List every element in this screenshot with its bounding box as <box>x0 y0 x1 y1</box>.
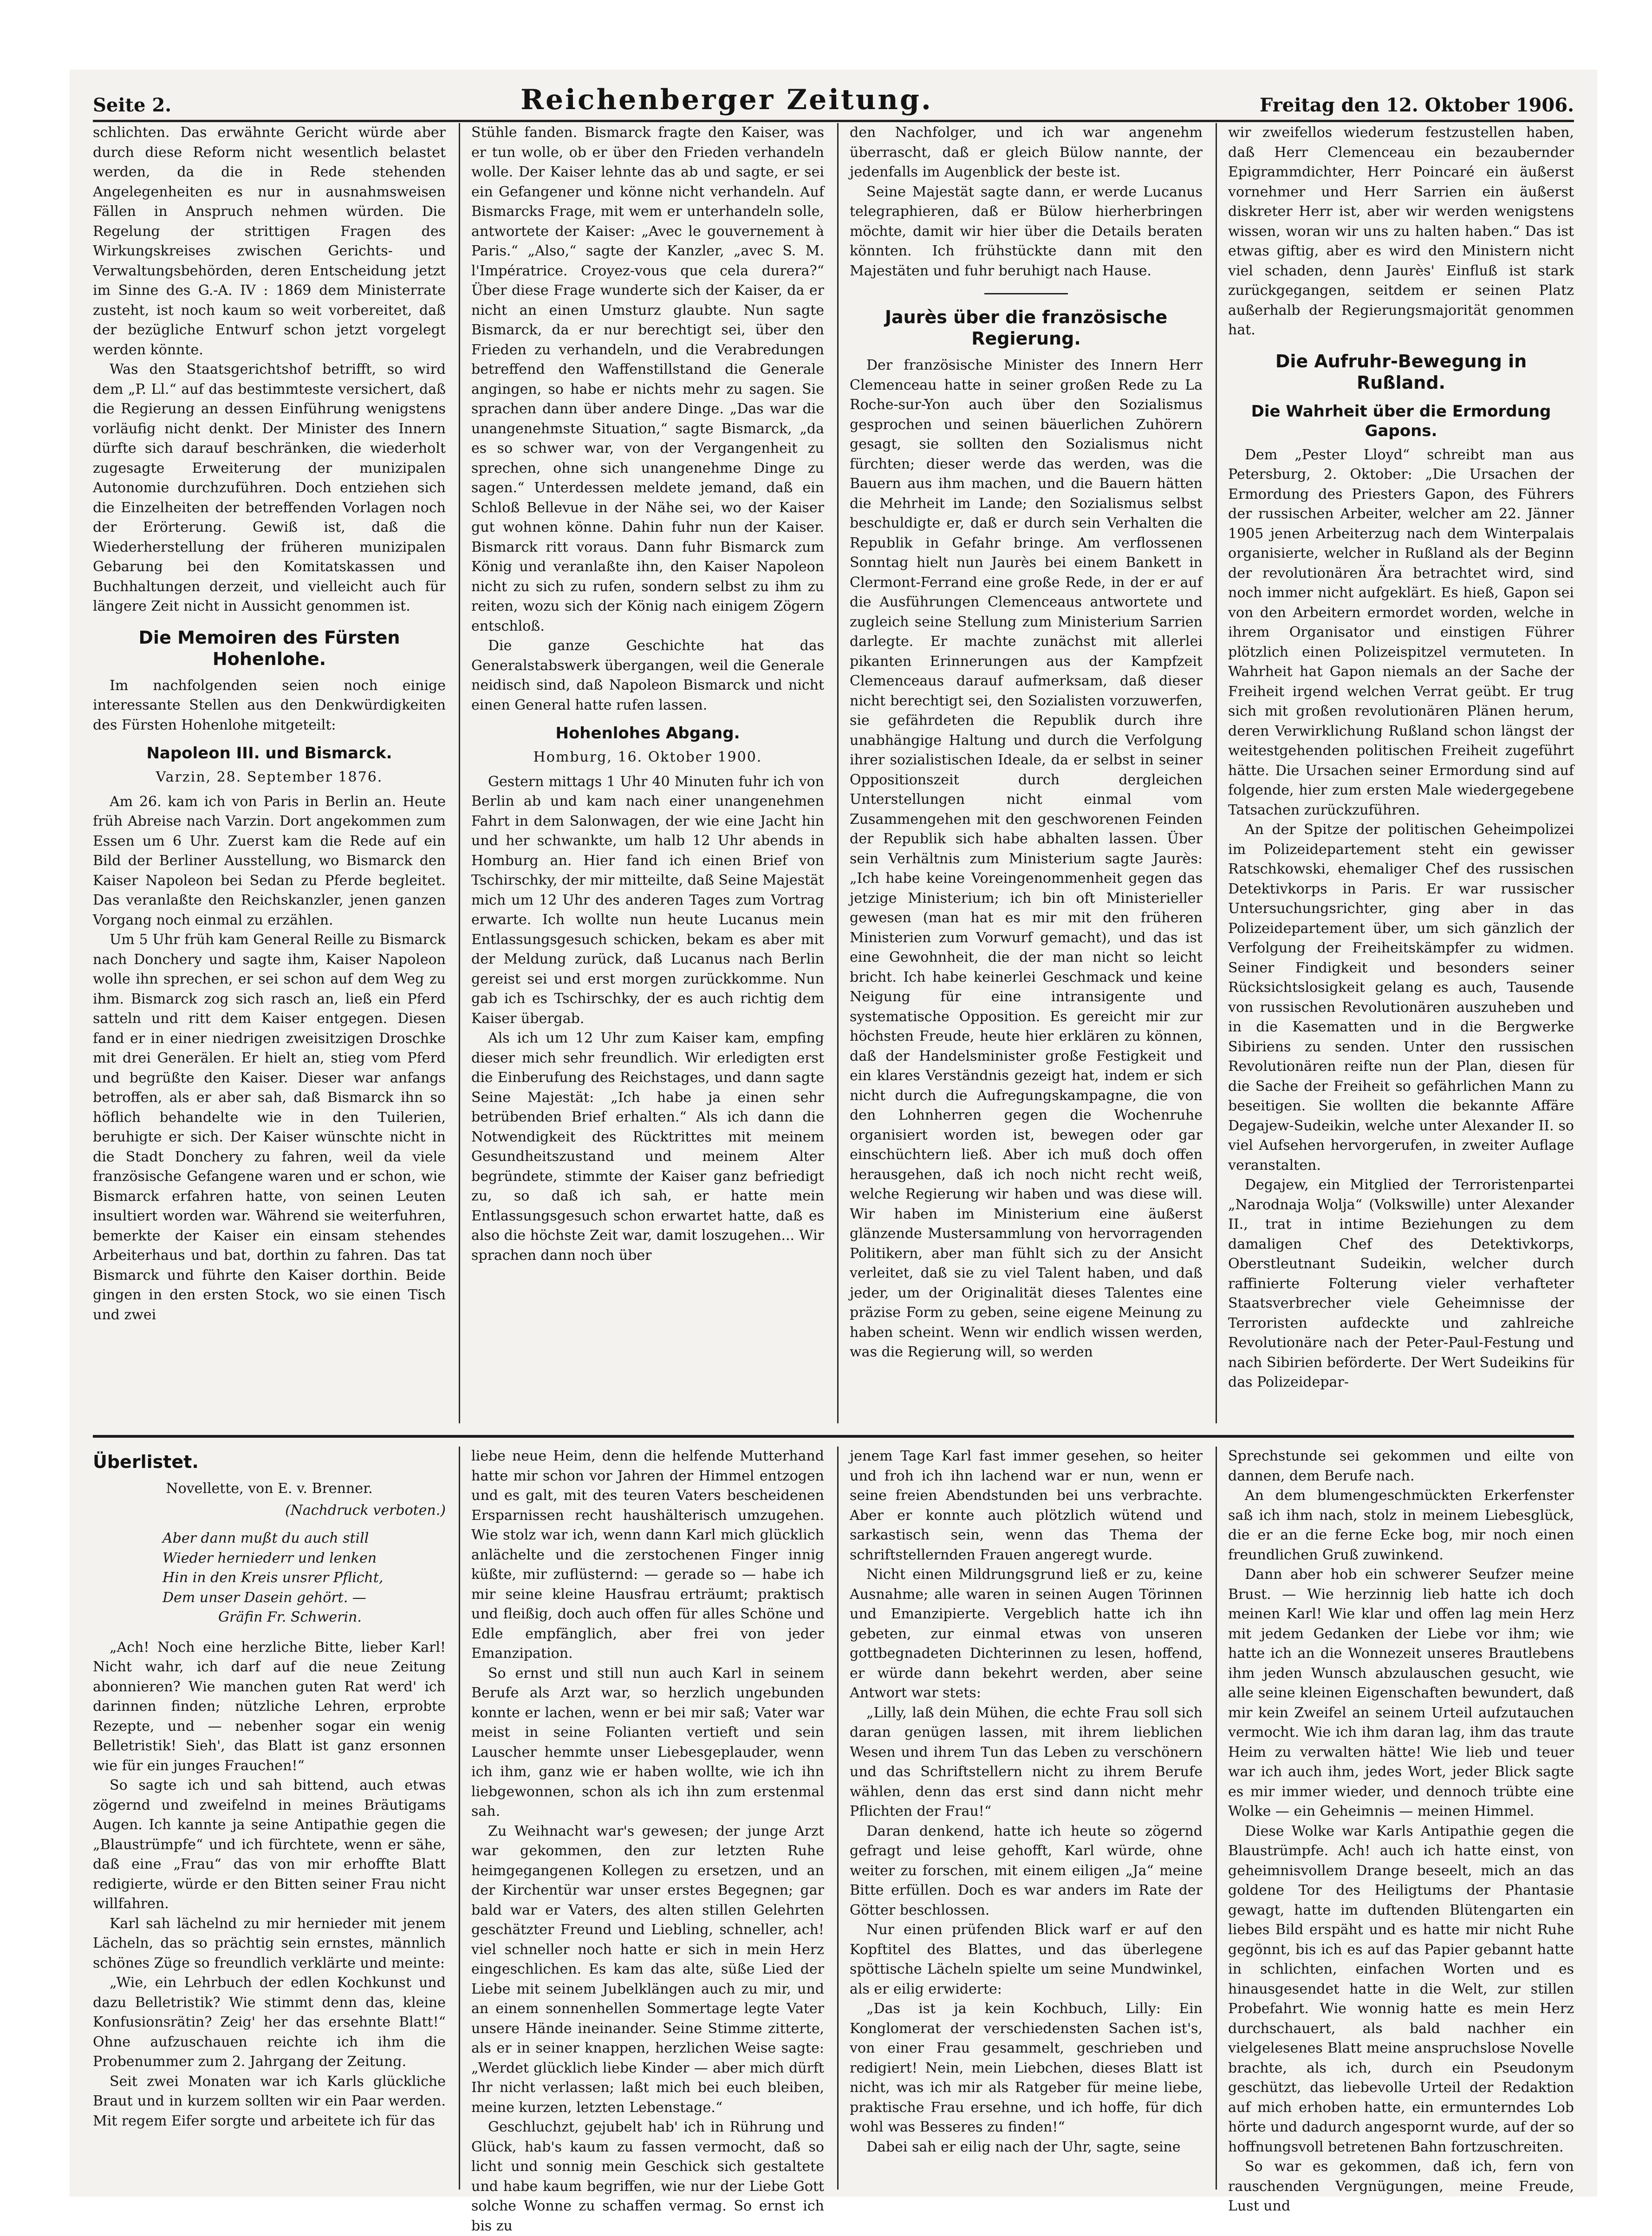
poem-line: Dem unser Dasein gehört. — <box>163 1589 366 1606</box>
story-text: Diese Wolke war Karls Antipathie gegen die Blaustrümpfe. Ach! auch ich hatte einst, von geheimnisvollem Drange beseelt, mich an das goldene Tor des Heiligtums der Phantasie gewagt, hatte im duftenden Blütengarten ein liebes Bild erspäht und es hatte mir nicht Ruhe gegönnt, bis ich es auf das Papier gebannt hatte in schlichten, einfachen Worten und es hinausgesendet hatte in die Welt, zur stillen Probefahrt. Wie wonnig hatte es mein Herz durchschauert, als bald nachher ein vielgelesenes Blatt meine anspruchslose Novelle brachte, als ich, durch ein Pseudonym geschützt, das liebevolle Urteil der Redaktion auf mich erhoben hatte, ein ermunterndes Lob hörte und dadurch angespornt wurde, auf der so hoffnungsvoll betretenen Bahn fortzuschreiten. <box>1228 1823 1574 2155</box>
upper-section <box>93 123 1574 1423</box>
article-text: Gestern mittags 1 Uhr 40 Minuten fuhr ich von Berlin ab und kam nach einer unangenehmen Fahrt in dem Salonwagen, der wie eine Jacht hin und her schwankte, um halb 12 Uhr abends in Homburg an. Hier fand ich einen Brief von Tschirschky, der mir mitteilte, daß Seine Majestät mich um 12 Uhr des anderen Tages zum Vortrag erwarte. Ich wollte nun heute Lucanus mein Entlassungsgesuch schicken, bekam es aber mit der Meldung zurück, daß Lucanus nach Berlin gereist sei und erst morgen zurückkomme. Nun gab ich es Tschirschky, der es auch richtig dem Kaiser übergab. <box>471 773 824 1027</box>
article-text: Als ich um 12 Uhr zum Kaiser kam, empfing dieser mich sehr freundlich. Wir erledigten erst die Einberufung des Reichstages, und dann sagte Seine Majestät: „Ich habe ja einen sehr betrübenden Brief erhalten.“ Als ich dann die Notwendigkeit des Rücktrittes mit meinem Gesundheitszustand und meinem Alter begründete, stimmte der Kaiser ganz befriedigt zu, so daß ich sah, er hatte mein Entlassungsgesuch schon erwartet hatte, daß es also die höchste Zeit war, damit loszugehen... Wir sprachen dann noch über <box>471 1030 824 1264</box>
poem-line: Hin in den Kreis unsrer Pflicht, <box>163 1570 384 1586</box>
article-text: Stühle fanden. Bismarck fragte den Kaiser, was er tun wolle, ob er über den Frieden verhandeln wolle. Der Kaiser lehnte das ab und sagte, er sei ein Gefangener und könne nicht verhandeln. Auf Bismarcks Frage, mit wem er unterhandeln solle, antwortete der Kaiser: „Avec le gouvernement à Paris.“ „Also,“ sagte der Kanzler, „avec S. M. l'Impératrice. Croyez-vous que cela durera?“ Über diese Frage wunderte sich der Kaiser, da er nicht an einen Umsturz glaubte. Nun sagte Bismarck, da er nur berechtigt sei, über den Frieden zu verhandeln, und die Verabredungen betreffend den Waffenstillstand die Generale angingen, so habe er nichts mehr zu sagen. Sie sprachen dann über andere Dinge. „Das war die unangenehmste Situation,“ sagte Bismarck, „da es so schwer war, von der Vergangenheit zu sprechen, ohne sich unangenehme Dinge zu sagen.“ Unterdessen meldete jemand, daß ein Schloß Bellevue in der Nähe sei, wo der Kaiser gut wohnen könne. Dahin fuhr nun der Kaiser. Bismarck ritt voraus. Dann fuhr Bismarck zum König und veranlaßte ihn, den Kaiser Napoleon nicht zu sich zu rufen, sondern selbst zu ihm zu reiten, wozu sich der König nach einigem Zögern entschloß. <box>471 124 824 634</box>
article-text: Degajew, ein Mitglied der Terroristenpartei „Narodnaja Wolja“ (Volkswille) unter Alexander II., trat in intime Beziehungen zu dem damaligen Chef des Detektivkorps, Oberstleutnant Sudeikin, welcher durch raffinierte Folterung vieler verhafteter Staatsverbrecher viele Geheimnisse der Terroristen aufdeckte und zahlreiche Revolutionäre nach der Peter-Paul-Festung und nach Sibirien beförderte. Der Wert Sudeikins für das Polizeidepar- <box>1228 1177 1574 1390</box>
newspaper-title: Reichenberger Zeitung. <box>520 84 933 116</box>
article-text: Die ganze Geschichte hat das Generalstabswerk übergangen, weil die Generale neidisch sind, daß Napoleon Bismarck und nicht einen General hatte rufen lassen. <box>471 638 824 713</box>
epigraph-poem <box>93 1529 446 1628</box>
article-heading: Jaurès über die französische Regierung. <box>885 307 1168 349</box>
story-title: Überlistet. <box>93 1452 199 1472</box>
dateline: Homburg, 16. Oktober 1900. <box>533 749 762 765</box>
poem-attribution: Gräfin Fr. Schwerin. <box>218 1609 362 1625</box>
lower-column-3 <box>850 1447 1203 2190</box>
article-text: Der französische Minister des Innern Herr Clemenceau hatte in seiner großen Rede zu La Roche-sur-Yon auch über den Sozialismus gesprochen und seinen bäuerlichen Zuhörern gesagt, sie sollten den Sozialismus nicht fürchten; dieser werde das werden, was die Bauern aus ihm machen, und die Bauern hätten die Mehrheit im Lande; den Sozialismus selbst beschuldigte er, daß er durch sein Verhalten die Republik in Gefahr bringe. Am verflossenen Sonntag hielt nun Jaurès bei einem Bankett in Clermont-Ferrand eine große Rede, in der er auf die Ausführungen Clemenceaus antwortete und zugleich seine Stellung zum Ministerium Sarrien darlegte. Er machte zunächst mit allerlei pikanten Erinnerungen aus der Kampfzeit Clemenceaus darauf aufmerksam, daß dieser nicht berechtigt sei, den Sozialisten vorzuwerfen, sie gefährdeten die Republik durch ihre unabhängige Haltung und durch die Verfolgung ihrer sozialistischen Ideale, da er selbst in seiner Oppositionszeit durch dergleichen Unterstellungen nicht einmal vom Zusammengehen mit den geschworenen Feinden der Republik sich habe abhalten lassen. Über sein Verhältnis zum Ministerium sagte Jaurès: „Ich habe keine Voreingenommenheit gegen das jetzige Ministerium; ich bin oft Ministerieller gewesen (man hat es mir mit den früheren Ministerien zum Vorwurf gemacht), und das ist eine Gewohnheit, die der man nicht so leicht bricht. Ich habe keinerlei Geschmack und keine Neigung für eine intransigente und systematische Opposition. Es gereicht mir zur höchsten Freude, heute hier erklären zu können, daß der Handelsminister große Festigkeit und ein klares Verständnis gezeigt hat, indem er sich nicht durch die Aufregungskampagne, die von den Lohnherren gegen die Wochenruhe organisiert worden ist, bewegen oder gar einschüchtern ließ. Aber ich muß doch offen herausgehen, daß ich noch nicht recht weiß, welche Regierung wir haben und was diese will. Wir haben im Ministerium eine äußerst glänzende Mustersammlung von hervorragenden Politikern, aber man fühlt sich zu der Ansicht verleitet, daß sie zu viel Talent haben, und daß jeder, um der Originalität dieses Talentes eine präzise Form zu geben, seine eigene Meinung zu haben scheint. Wenn wir endlich wissen werden, was die Regierung will, so werden <box>850 357 1203 1360</box>
article-text: Im nachfolgenden seien noch einige interessante Stellen aus den Denkwürdigkeiten des Fürsten Hohenlohe mitgeteilt: <box>93 677 446 733</box>
page-number: Seite 2. <box>93 94 172 116</box>
column-rule <box>837 123 839 1423</box>
lower-column-4 <box>1228 1447 1574 2214</box>
story-text: jenem Tage Karl fast immer gesehen, so heiter und froh ich ihn lachend war er nun, wenn er seine freien Abendstunden bei uns verbrachte. Aber er konnte auch plötzlich wütend und sarkastisch sein, wenn das Thema der schriftstellernden Frauen angeregt wurde. <box>850 1448 1203 1563</box>
article-text: Am 26. kam ich von Paris in Berlin an. Heute früh Abreise nach Varzin. Dort angekommen zum Essen um 6 Uhr. Zuerst kam die Rede auf ein Bild der Berliner Ausstellung, wo Bismarck den Kaiser Napoleon bei Sedan zu Pferde begleitet. Das veranlaßte den Reichskanzler, jenen ganzen Vorgang noch einmal zu erzählen. <box>93 793 446 928</box>
story-text: An dem blumengeschmückten Erkerfenster saß ich ihm nach, stolz in meinem Liebesglück, die er an die ferne Ecke bog, mir noch einen freundlichen Gruß zuwinkend. <box>1228 1487 1574 1563</box>
feuilleton-section <box>93 1447 1574 2234</box>
story-text: „Ach! Noch eine herzliche Bitte, lieber Karl! Nicht wahr, ich darf auf die neue Zeitung abonnieren? Wie manchen guten Rat werd' ich darinnen finden; nützliche Lehren, erprobte Rezepte, und — nebenher sogar ein wenig Belletristik! Sieh', das Blatt ist ganz ersonnen wie für ein junges Frauchen!“ <box>93 1639 446 1774</box>
story-text: Sprechstunde sei gekommen und eilte von dannen, dem Berufe nach. <box>1228 1448 1574 1484</box>
upper-column-1 <box>93 123 446 1423</box>
article-text: wir zweifellos wiederum festzustellen haben, daß Herr Clemenceau ein bezaubernder Epigrammdichter, Herr Poincaré ein äußerst vornehmer und Herr Sarrien ein äußerst diskreter Herr ist, aber wir werden wenigstens wissen, woran wir uns zu halten haben.“ Das ist etwas giftig, aber es wird den Ministern nicht viel schaden, denn Jaurès' Einfluß ist stark zurückgegangen, seitdem er seinen Platz außerhalb der Regierungsmajorität genommen hat. <box>1228 124 1574 338</box>
story-text: Nur einen prüfenden Blick warf er auf den Kopftitel des Blattes, und das überlegene spöttische Lächeln spielte um seine Mundwinkel, als er eilig erwiderte: <box>850 1922 1203 1997</box>
story-text: Dabei sah er eilig nach der Uhr, sagte, seine <box>866 2138 1181 2155</box>
lower-column-2 <box>471 1447 824 2234</box>
story-text: Zu Weihnacht war's gewesen; der junge Arzt war gekommen, den zur letzten Ruhe heimgegangenen Kollegen zu ersetzen, und an der Kirchentür war unser erstes Begegnen; gar bald war er Vaters, des alten stillen Gelehrten geschätzter Freund und Liebling, schneller, ach! viel schneller noch hatte er sich in mein Herz eingeschlichen. Es kam das alte, süße Lied der Liebe mit seinem Jubelklängen auch zu mir, und an einem sonnenhellen Sommertage legte Vater unsere Hände ineinander. Seine Stimme zitterte, als er in seiner knappen, herzlichen Weise sagte: „Werdet glücklich liebe Kinder — aber mich dürft Ihr nicht verlassen; laßt mich bei euch bleiben, meine kurzen, letzten Lebenstage.“ <box>471 1823 824 2116</box>
article-text: Dem „Pester Lloyd“ schreibt man aus Petersburg, 2. Oktober: „Die Ursachen der Ermordung des Priesters Gapon, des Führers der russischen Arbeiter, welcher am 22. Jänner 1905 jenen Arbeiterzug nach dem Winterpalais organisierte, welcher in Rußland als der Beginn der revolutionären Ära betrachtet wird, sind noch immer nicht aufgeklärt. Es hieß, Gapon sei von den Arbeitern ermordet worden, welche in ihrem Organisator und einstigen Führer plötzlich einen Polizeispitzel vermuteten. In Wahrheit hat Gapon niemals an der Sache der Freiheit irgend welchen Verrat geübt. Er trug sich mit großen revolutionären Plänen herum, deren Verwirklichung Rußland schon längst der weitestgehenden politischen Freiheit zugeführt hätte. Die Ursachen seiner Ermordung sind auf folgende, hier zum ersten Male wiedergegebene Tatsachen zurückzuführen. <box>1228 446 1574 818</box>
column-rule <box>1216 1447 1217 2190</box>
section-heading: Hohenlohes Abgang. <box>555 724 740 743</box>
story-text: Karl sah lächelnd zu mir hernieder mit jenem Lächeln, das so prächtig sein ernstes, männlich schönes Züge so freundlich verklärte und meinte: <box>93 1915 446 1971</box>
column-rule <box>837 1447 839 2190</box>
article-text: schlichten. Das erwähnte Gericht würde aber durch diese Reform nicht wesentlich belastet werden, da die in Rede stehenden Angelegenheiten es nur in ausnahmsweisen Fällen in Anspruch nehmen würden. Die Regelung der strittigen Fragen des Wirkungskreises zwischen Gerichts- und Verwaltungsbehörden, deren Entscheidung jetzt im Sinne des G.-A. IV : 1869 dem Ministerrate zusteht, ist noch kaum so weit vorbereitet, daß der bezügliche Entwurf schon jetzt vorgelegt werden könnte. <box>93 124 446 358</box>
story-author: Novellette, von E. v. Brenner. <box>166 1480 373 1497</box>
column-rule <box>1216 123 1217 1423</box>
story-text: Dann aber hob ein schwerer Seufzer meine Brust. — Wie herzinnig lieb hatte ich doch meinen Karl! Wie klar und offen lag mein Herz mit jedem Gedanken der Liebe vor ihm; wie hatte ich an die Wonnezeit unseres Brautlebens ihm jeden Wunsch abzulauschen gesucht, wie alle seine kleinen Eigenschaften bewundert, daß mir kein Zweifel an seinem Urteil aufzutauchen vermocht. Wie ich ihm daran lag, ihm das traute Heim zu verwalten hätte! Wie lieb und teuer war ich auch ihm, jedes Wort, jeder Blick sagte es mir immer wieder, und dennoch trübte eine Wolke — ein Geheimnis — meinen Himmel. <box>1228 1566 1574 1819</box>
story-text: So ernst und still nun auch Karl in seinem Berufe als Arzt war, so herzlich ungebunden konnte er lachen, wenn er bei mir saß; Vater war meist in seine Folianten vertieft und sein Lauscher hemmte unser Liebesgeplauder, wenn ich ihm, ganz wie er haben wollte, wie ich ihn liebgewonnen, schon als ich ihn zum erstenmal sah. <box>471 1665 824 1819</box>
story-text: „Wie, ein Lehrbuch der edlen Kochkunst und dazu Belletristik? Wie stimmt denn das, kleine Konfusionsrätin? Zeig' her das ersehnte Blatt!“ Ohne aufzuschauen reichte ich ihm die Probenummer zum 2. Jahrgang der Zeitung. <box>93 1975 446 2070</box>
article-heading: Die Aufruhr-Bewegung in Rußland. <box>1275 351 1527 393</box>
issue-date: Freitag den 12. Oktober 1906. <box>1259 94 1574 116</box>
dateline: Varzin, 28. September 1876. <box>156 769 383 785</box>
masthead <box>93 74 1574 122</box>
section-heading: Napoleon III. und Bismarck. <box>146 744 392 763</box>
poem-line: Wieder herniederr und lenken <box>163 1550 377 1566</box>
upper-column-2 <box>471 123 824 1423</box>
story-text: Daran denkend, hatte ich heute so zögernd gefragt und leise gehofft, Karl würde, ohne weiter zu forschen, mit einem eiligen „Ja“ meine Bitte erfüllen. Doch es war anders im Rate der Götter beschlossen. <box>850 1823 1203 1918</box>
article-heading: Die Memoiren des Fürsten Hohenlohe. <box>138 627 400 669</box>
story-text: „Lilly, laß dein Mühen, die echte Frau soll sich daran genügen lassen, mit ihrem lieblichen Wesen und ihrem Tun das Leben zu verschönern und das Schriftstellern nicht zu ihrem Berufe wählen, denn das erst sind dann nicht mehr Pflichten der Frau!“ <box>850 1704 1203 1819</box>
story-text: Nicht einen Mildrungsgrund ließ er zu, keine Ausnahme; alle waren in seinen Augen Törinnen und Emanzipierte. Vergeblich hatte ich ihn gebeten, zur einmal etwas von unseren gottbegnadeten Dichterinnen zu lesen, hoffend, er würde dann bekehrt werden, aber seine Antwort war stets: <box>850 1566 1203 1701</box>
story-text: Seit zwei Monaten war ich Karls glückliche Braut und in kurzem sollten wir ein Paar werden. Mit regem Eifer sorgte und arbeitete ich für das <box>93 2073 446 2129</box>
separator <box>984 293 1068 294</box>
column-rule <box>459 1447 460 2190</box>
article-text: den Nachfolger, und ich war angenehm überrascht, daß er gleich Bülow nannte, der jedenfalls im Augenblick der beste ist. <box>850 124 1203 180</box>
story-text: So sagte ich und sah bittend, auch etwas zögernd und zweifelnd in meines Bräutigams Augen. Ich kannte ja seine Antipathie gegen die „Blaustrümpfe“ und ich fürchtete, wenn er sähe, daß eine „Frau“ das von mir erhoffte Blatt redigierte, würde er den Bitten seiner Frau nicht willfahren. <box>93 1777 446 1912</box>
story-text: „Das ist ja kein Kochbuch, Lilly: Ein Konglomerat der verschiedensten Sachen ist's, von einer Frau gesammelt, geschrieben und redigiert! Nein, mein Liebchen, dieses Blatt ist nicht, was ich mir als Ratgeber für meine liebe, praktische Frau ersehne, und ich hoffe, für dich wohl was Besseres zu finden!“ <box>850 2001 1203 2135</box>
article-text: Was den Staatsgerichtshof betrifft, so wird dem „P. Ll.“ auf das bestimmteste versichert, daß die Regierung an dessen Einführung wenigstens vorläufig nicht denkt. Der Minister des Innern dürfte sich darauf beschränken, die wiederholt zugesagte Erweiterung der munizipalen Autonomie durchzuführen. Doch entziehen sich die Einzelheiten der betreffenden Vorlagen noch der Erörterung. Gewiß ist, daß die Wiederherstellung der früheren munizipalen Gebarung bei den Komitatskassen und Buchhaltungen derzeit, und vielleicht auch für längere Zeit nicht in Aussicht genommen ist. <box>93 361 446 614</box>
article-text: Seine Majestät sagte dann, er werde Lucanus telegraphieren, daß er Bülow hierherbringen möchte, damit wir hier über die Details beraten könnten. Ich frühstückte dann mit den Majestäten und fuhr beruhigt nach Hause. <box>850 183 1203 279</box>
story-text: liebe neue Heim, denn die helfende Mutterhand hatte mir schon vor Jahren der Himmel entzogen und es galt, mit des teuren Vaters bescheidenen Ersparnissen recht haushälterisch umzugehen. Wie stolz war ich, wenn dann Karl mich glücklich anlächelte und die zerstochenen Finger innig küßte, mir zuflüsternd: — gerade so — habe ich mir seine kleine Hausfrau erträumt; praktisch und fleißig, doch auch offen für alles Schöne und Edle empfänglich, aber frei von jeder Emanzipation. <box>471 1448 824 1662</box>
upper-column-3 <box>850 123 1203 1423</box>
upper-column-4 <box>1228 123 1574 1423</box>
poem-line: Aber dann mußt du auch still <box>163 1530 369 1546</box>
newspaper-page <box>70 70 1597 2234</box>
reprint-note: (Nachdruck verboten.) <box>285 1502 446 1519</box>
column-rule <box>459 123 460 1423</box>
section-heading: Die Wahrheit über die Ermordung Gapons. <box>1251 402 1551 440</box>
article-text: Um 5 Uhr früh kam General Reille zu Bismarck nach Donchery und sagte ihm, Kaiser Napoleon wolle ihn sprechen, er sei schon auf dem Weg zu ihm. Bismarck zog sich rasch an, ließ ein Pferd satteln und ritt dem Kaiser entgegen. Diesen fand er in einer niedrigen zweisitzigen Droschke mit drei Generälen. Er hielt an, stieg vom Pferd und begrüßte den Kaiser. Dieser war anfangs betroffen, als er aber sah, daß Bismarck ihn so höflich behandelte wie in den Tuilerien, beruhigte er sich. Der Kaiser wünschte nicht in die Stadt Donchery zu fahren, weil da viele französische Gefangene waren und er schon, wie Bismarck erfahren hatte, von seinen Leuten insultiert worden war. Während sie weiterfuhren, bemerkte der Kaiser ein einsam stehendes Arbeiterhaus und bat, dorthin zu fahren. Das tat Bismarck und führte den Kaiser dorthin. Beide gingen in den ersten Stock, wo sie einen Tisch und zwei <box>93 932 446 1323</box>
feuilleton-rule <box>93 1435 1574 1438</box>
article-text: An der Spitze der politischen Geheimpolizei im Polizeidepartement steht ein gewisser Ratschkowski, ehemaliger Chef des russischen Detektivkorps in Paris. Er war russischer Untersuchungsrichter, ging aber in das Polizeidepartement über, um sich gänzlich der Verfolgung der Freiheitskämpfer zu widmen. Seiner Findigkeit und besonders seiner Rücksichtslosigkeit gelang es auch, Tausende von russischen Revolutionären auszuheben und in die Kasematten und in die Bergwerke Sibiriens zu senden. Unter den russischen Revolutionären reifte nun der Plan, diesen für die Sache der Freiheit so gefährlichen Mann zu beseitigen. Sie wollten die bekannte Affäre Degajew-Sudeikin, welche unter Alexander II. so viel Aufsehen hervorgerufen, in zweiter Auflage veranstalten. <box>1228 821 1574 1173</box>
lower-column-1 <box>93 1447 446 2190</box>
story-text: So war es gekommen, daß ich, fern von rauschenden Vergnügungen, meine Freude, Lust und <box>1228 2158 1574 2214</box>
story-text: Geschluchzt, gejubelt hab' ich in Rührung und Glück, hab's kaum zu fassen vermocht, daß so licht und sonnig mein Geschick sich gestaltete und habe kaum begriffen, wie nur der Liebe Gott solche Wonne zu schaffen vermag. So ernst ich bis zu <box>471 2119 824 2234</box>
